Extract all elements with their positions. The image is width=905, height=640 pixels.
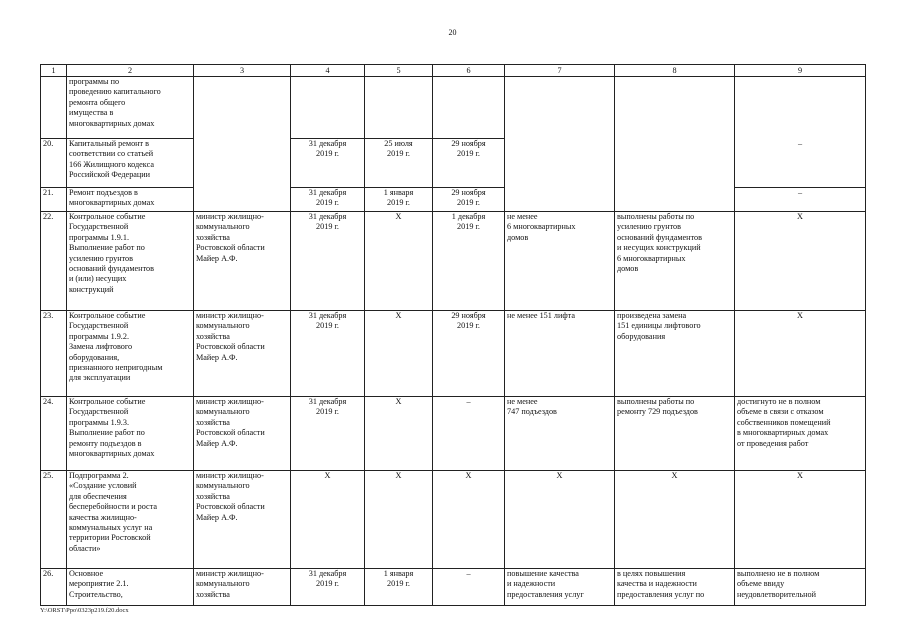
problems: X xyxy=(735,212,866,311)
planned-result: повышение качества и надежности предоставления услуг xyxy=(505,569,615,606)
actual-result xyxy=(615,77,735,139)
end-date: – xyxy=(433,397,505,471)
actual-result: выполнены работы по ремонту 729 подъездов xyxy=(615,397,735,471)
event-name: Контрольное событие Государственной программы 1.9.1. Выполнение работ по усилению грунтов оснований фундаментов и (или) несущих конструкций xyxy=(67,212,194,311)
start-date: 1 января 2019 г. xyxy=(365,188,433,212)
header-cell: 3 xyxy=(194,65,291,77)
header-cell: 7 xyxy=(505,65,615,77)
plan-date: 31 декабря 2019 г. xyxy=(291,569,365,606)
end-date: 29 ноября 2019 г. xyxy=(433,311,505,397)
start-date: 25 июля 2019 г. xyxy=(365,139,433,188)
end-date: – xyxy=(433,569,505,606)
planned-result: не менее 6 многоквартирных домов xyxy=(505,212,615,311)
table-row xyxy=(41,471,866,569)
planned-result xyxy=(505,77,615,139)
responsible: министр жилищно- коммунального хозяйства Ростовской области Майер А.Ф. xyxy=(194,471,291,569)
header-row xyxy=(41,65,866,77)
planned-result: не менее 151 лифта xyxy=(505,311,615,397)
actual-result: X xyxy=(615,471,735,569)
header-cell: 1 xyxy=(41,65,67,77)
end-date: 29 ноября 2019 г. xyxy=(433,188,505,212)
header-cell: 6 xyxy=(433,65,505,77)
table-row xyxy=(41,188,866,212)
problems: достигнуто не в полном объеме в связи с отказом собственников помещений в многоквартирных домах от проведения работ xyxy=(735,397,866,471)
row-number: 25. xyxy=(41,471,67,569)
header-cell: 4 xyxy=(291,65,365,77)
event-name: Ремонт подъездов в многоквартирных домах xyxy=(67,188,194,212)
problems: X xyxy=(735,311,866,397)
responsible xyxy=(194,188,291,212)
planned-result xyxy=(505,188,615,212)
end-date xyxy=(433,77,505,139)
header-cell: 9 xyxy=(735,65,866,77)
responsible: министр жилищно- коммунального хозяйства xyxy=(194,569,291,606)
actual-result: выполнены работы по усилению грунтов оснований фундаментов и несущих конструкций 6 многоквартирных домов xyxy=(615,212,735,311)
plan-date: X xyxy=(291,471,365,569)
header-cell: 2 xyxy=(67,65,194,77)
start-date: X xyxy=(365,397,433,471)
actual-result: произведена замена 151 единицы лифтового оборудования xyxy=(615,311,735,397)
responsible xyxy=(194,77,291,139)
row-number: 24. xyxy=(41,397,67,471)
actual-result xyxy=(615,139,735,188)
planned-result: не менее 747 подъездов xyxy=(505,397,615,471)
event-name: программы по проведению капитального ремонта общего имущества в многоквартирных домах xyxy=(67,77,194,139)
plan-date: 31 декабря 2019 г. xyxy=(291,212,365,311)
header-cell: 5 xyxy=(365,65,433,77)
page-number: 20 xyxy=(448,28,457,37)
row-number: 23. xyxy=(41,311,67,397)
end-date: 1 декабря 2019 г. xyxy=(433,212,505,311)
actual-result xyxy=(615,188,735,212)
problems xyxy=(735,77,866,139)
end-date: X xyxy=(433,471,505,569)
row-number xyxy=(41,77,67,139)
table-row xyxy=(41,139,866,188)
plan-date: 31 декабря 2019 г. xyxy=(291,311,365,397)
problems: выполнено не в полном объеме ввиду неудовлетворительной xyxy=(735,569,866,606)
table-row xyxy=(41,569,866,606)
table-row xyxy=(41,212,866,311)
end-date: 29 ноября 2019 г. xyxy=(433,139,505,188)
file-path: Y:\ORST\Ppo\0323p219.f20.docx xyxy=(40,607,129,614)
table-row xyxy=(41,77,866,139)
event-name: Капитальный ремонт в соответствии со статьей 166 Жилищного кодекса Российской Федерации xyxy=(67,139,194,188)
row-number: 26. xyxy=(41,569,67,606)
table-row xyxy=(41,397,866,471)
report-table xyxy=(40,64,866,606)
row-number: 22. xyxy=(41,212,67,311)
start-date: X xyxy=(365,311,433,397)
responsible xyxy=(194,139,291,188)
plan-date: 31 декабря 2019 г. xyxy=(291,397,365,471)
responsible: министр жилищно- коммунального хозяйства Ростовской области Майер А.Ф. xyxy=(194,397,291,471)
row-number: 20. xyxy=(41,139,67,188)
event-name: Контрольное событие Государственной программы 1.9.3. Выполнение работ по ремонту подъездов в многоквартирных домах xyxy=(67,397,194,471)
event-name: Подпрограмма 2. «Создание условий для обеспечения бесперебойности и роста качества жилищно- коммунальных услуг на территории Ростовской области» xyxy=(67,471,194,569)
planned-result: X xyxy=(505,471,615,569)
event-name: Основное мероприятие 2.1. Строительство, xyxy=(67,569,194,606)
start-date: X xyxy=(365,471,433,569)
plan-date: 31 декабря 2019 г. xyxy=(291,188,365,212)
planned-result xyxy=(505,139,615,188)
event-name: Контрольное событие Государственной программы 1.9.2. Замена лифтового оборудования, признанного непригодным для эксплуатации xyxy=(67,311,194,397)
start-date: 1 января 2019 г. xyxy=(365,569,433,606)
plan-date xyxy=(291,77,365,139)
responsible: министр жилищно- коммунального хозяйства Ростовской области Майер А.Ф. xyxy=(194,212,291,311)
problems: – xyxy=(735,139,866,188)
start-date: X xyxy=(365,212,433,311)
start-date xyxy=(365,77,433,139)
responsible: министр жилищно- коммунального хозяйства Ростовской области Майер А.Ф. xyxy=(194,311,291,397)
actual-result: в целях повышения качества и надежности предоставления услуг по xyxy=(615,569,735,606)
problems: – xyxy=(735,188,866,212)
header-cell: 8 xyxy=(615,65,735,77)
problems: X xyxy=(735,471,866,569)
table-row xyxy=(41,311,866,397)
plan-date: 31 декабря 2019 г. xyxy=(291,139,365,188)
row-number: 21. xyxy=(41,188,67,212)
